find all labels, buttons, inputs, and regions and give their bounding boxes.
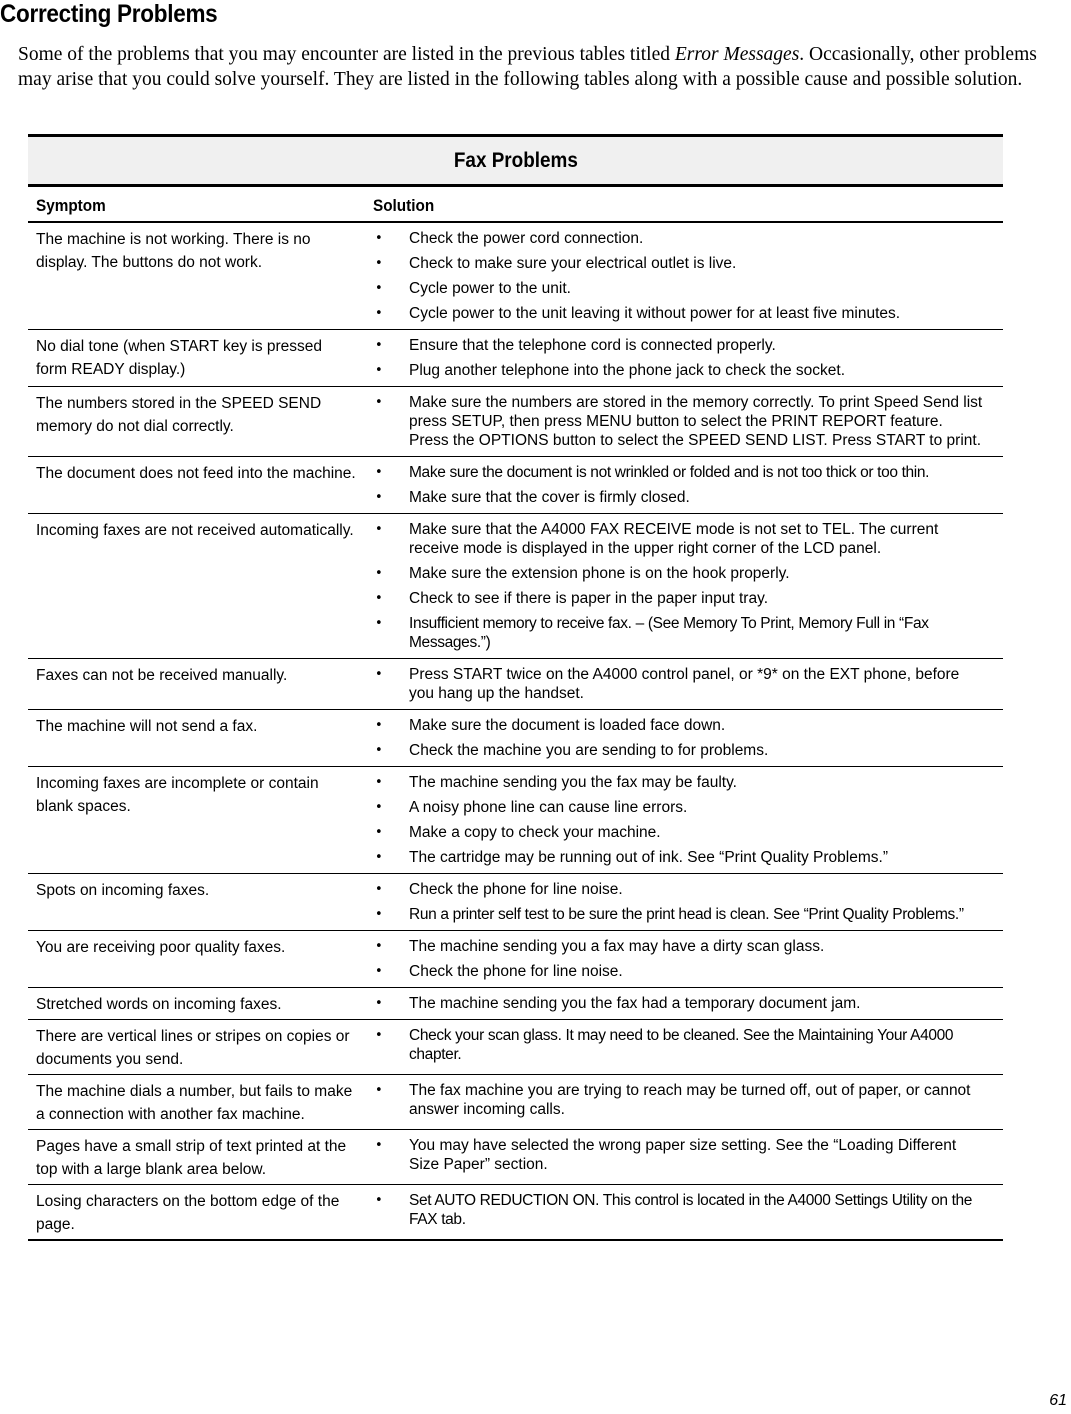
table-row — [28, 456, 1003, 513]
table-row — [28, 329, 1003, 386]
table-row — [28, 1019, 1003, 1074]
solution-cell — [365, 987, 1003, 1019]
solution-item: • Insufficient memory to receive fax. – (See Memory To Print, Memory Full in “Fax Messages.”) — [373, 614, 1001, 652]
solution-cell — [365, 873, 1003, 930]
solution-list — [373, 1136, 1001, 1174]
table-caption — [28, 136, 1003, 186]
symptom-text: Incoming faxes are not received automatically. — [36, 521, 354, 539]
symptom-text: There are vertical lines or stripes on copies or documents you send. — [36, 1027, 350, 1068]
table-row — [28, 987, 1003, 1019]
symptom-text: The document does not feed into the machine. — [36, 464, 356, 482]
solution-cell — [365, 386, 1003, 456]
symptom-text: Pages have a small strip of text printed at the top with a large blank area below. — [36, 1137, 347, 1178]
column-header-solution — [365, 186, 1003, 222]
solution-item: • Ensure that the telephone cord is connected properly. — [373, 336, 1001, 355]
table-caption-row — [28, 136, 1003, 186]
solution-list — [373, 229, 1001, 323]
solution-item: • Make sure that the cover is firmly closed. — [373, 488, 1001, 507]
solution-list — [373, 716, 1001, 760]
symptom-text: You are receiving poor quality faxes. — [36, 938, 286, 956]
symptom-cell — [28, 1129, 365, 1184]
symptom-cell — [28, 987, 365, 1019]
solution-item: • The machine sending you the fax had a temporary document jam. — [373, 994, 1001, 1013]
symptom-text: The machine will not send a fax. — [36, 717, 258, 735]
table-row — [28, 1074, 1003, 1129]
table-row — [28, 513, 1003, 658]
symptom-text: The numbers stored in the SPEED SEND memory do not dial correctly. — [36, 394, 322, 435]
symptom-text: Incoming faxes are incomplete or contain blank spaces. — [36, 774, 319, 815]
solution-item: • Make sure the numbers are stored in the memory correctly. To print Speed Send list press SETUP, then press MENU button to select the PRINT REPORT feature. Press the OPTIONS button to select the SPEED SEND LIST. Press START to print. — [373, 393, 1001, 450]
solution-cell — [365, 222, 1003, 330]
solution-item: • Make a copy to check your machine. — [373, 823, 1001, 842]
symptom-text: Stretched words on incoming faxes. — [36, 995, 282, 1013]
solution-cell — [365, 1129, 1003, 1184]
symptom-cell — [28, 222, 365, 330]
symptom-cell — [28, 1019, 365, 1074]
table-body — [28, 222, 1003, 1240]
solution-list — [373, 1191, 1001, 1229]
solution-item: • Plug another telephone into the phone jack to check the socket. — [373, 361, 1001, 380]
solution-item: • The fax machine you are trying to reach may be turned off, out of paper, or cannot answer incoming calls. — [373, 1081, 1001, 1119]
table-header-row — [28, 186, 1003, 222]
symptom-cell — [28, 513, 365, 658]
symptom-cell — [28, 456, 365, 513]
intro-paragraph — [18, 42, 1048, 92]
table-caption-text: Fax Problems — [453, 148, 578, 172]
solution-list — [373, 1026, 1001, 1064]
column-header-solution-text: Solution — [373, 195, 435, 215]
table-row — [28, 930, 1003, 987]
solution-cell — [365, 1019, 1003, 1074]
symptom-cell — [28, 1074, 365, 1129]
symptom-text: No dial tone (when START key is pressed form READY display.) — [36, 337, 323, 378]
solution-cell — [365, 456, 1003, 513]
solution-item: • Check the phone for line noise. — [373, 880, 1001, 899]
solution-list — [373, 1081, 1001, 1119]
solution-item: • Check to make sure your electrical outlet is live. — [373, 254, 1001, 273]
fax-problems-table — [28, 134, 1003, 1241]
symptom-cell — [28, 873, 365, 930]
solution-item: • The machine sending you the fax may be faulty. — [373, 773, 1001, 792]
page-number: 61 — [1049, 1392, 1067, 1409]
solution-list — [373, 336, 1001, 380]
solution-cell — [365, 766, 1003, 873]
solution-item: • Make sure the document is not wrinkled or folded and is not too thick or too thin. — [373, 463, 1001, 482]
symptom-cell — [28, 709, 365, 766]
solution-item: • Make sure the document is loaded face down. — [373, 716, 1001, 735]
solution-item: • Check the phone for line noise. — [373, 962, 1001, 981]
intro-text-start: Some of the problems that you may encounter are listed in the previous tables titled — [18, 44, 675, 65]
solution-cell — [365, 329, 1003, 386]
solution-item: • Check your scan glass. It may need to be cleaned. See the Maintaining Your A4000 chapter. — [373, 1026, 1001, 1064]
symptom-cell — [28, 386, 365, 456]
solution-item: • Set AUTO REDUCTION ON. This control is located in the A4000 Settings Utility on the FAX tab. — [373, 1191, 1001, 1229]
table-row — [28, 1129, 1003, 1184]
symptom-text: The machine is not working. There is no display. The buttons do not work. — [36, 230, 311, 271]
page-title: Correcting Problems — [0, 0, 218, 28]
solution-cell — [365, 709, 1003, 766]
solution-list — [373, 393, 1001, 450]
solution-item: • Press START twice on the A4000 control panel, or *9* on the EXT phone, before you hang up the handset. — [373, 665, 1001, 703]
table-row — [28, 1184, 1003, 1240]
table-row — [28, 658, 1003, 709]
solution-cell — [365, 1074, 1003, 1129]
solution-item: • Cycle power to the unit leaving it without power for at least five minutes. — [373, 304, 1001, 323]
solution-item: • Cycle power to the unit. — [373, 279, 1001, 298]
solution-list — [373, 520, 1001, 652]
solution-item: • Run a printer self test to be sure the print head is clean. See “Print Quality Problems.” — [373, 905, 1001, 924]
solution-cell — [365, 930, 1003, 987]
solution-list — [373, 665, 1001, 703]
solution-item: • Check the power cord connection. — [373, 229, 1001, 248]
solution-item: • You may have selected the wrong paper size setting. See the “Loading Different Size Paper” section. — [373, 1136, 1001, 1174]
solution-item: • Check the machine you are sending to for problems. — [373, 741, 1001, 760]
symptom-cell — [28, 329, 365, 386]
solution-list — [373, 880, 1001, 924]
solution-item: • The machine sending you a fax may have a dirty scan glass. — [373, 937, 1001, 956]
symptom-cell — [28, 1184, 365, 1240]
solution-list — [373, 463, 1001, 507]
column-header-symptom-text: Symptom — [36, 195, 106, 215]
symptom-text: Losing characters on the bottom edge of the page. — [36, 1192, 340, 1233]
symptom-text: The machine dials a number, but fails to make a connection with another fax machine. — [36, 1082, 353, 1123]
symptom-cell — [28, 766, 365, 873]
solution-item: • A noisy phone line can cause line errors. — [373, 798, 1001, 817]
symptom-cell — [28, 930, 365, 987]
intro-text-end: . Occasionally, other problems may arise that you could solve yourself. They are listed in the following tables along with a possible cause and possible solution. — [18, 44, 1037, 90]
table-row — [28, 709, 1003, 766]
solution-list — [373, 994, 1001, 1013]
solution-list — [373, 773, 1001, 867]
symptom-text: Faxes can not be received manually. — [36, 666, 288, 684]
table-row — [28, 386, 1003, 456]
solution-cell — [365, 513, 1003, 658]
symptom-text: Spots on incoming faxes. — [36, 881, 210, 899]
table-row — [28, 873, 1003, 930]
solution-item: • Make sure that the A4000 FAX RECEIVE mode is not set to TEL. The current receive mode is displayed in the upper right corner of the LCD panel. — [373, 520, 1001, 558]
table-row — [28, 766, 1003, 873]
solution-list — [373, 937, 1001, 981]
solution-cell — [365, 658, 1003, 709]
symptom-cell — [28, 658, 365, 709]
intro-emphasis: Error Messages — [674, 44, 800, 65]
solution-item: • Make sure the extension phone is on the hook properly. — [373, 564, 1001, 583]
solution-cell — [365, 1184, 1003, 1240]
column-header-symptom — [28, 186, 365, 222]
solution-item: • Check to see if there is paper in the paper input tray. — [373, 589, 1001, 608]
solution-item: • The cartridge may be running out of ink. See “Print Quality Problems.” — [373, 848, 1001, 867]
table-row — [28, 222, 1003, 330]
